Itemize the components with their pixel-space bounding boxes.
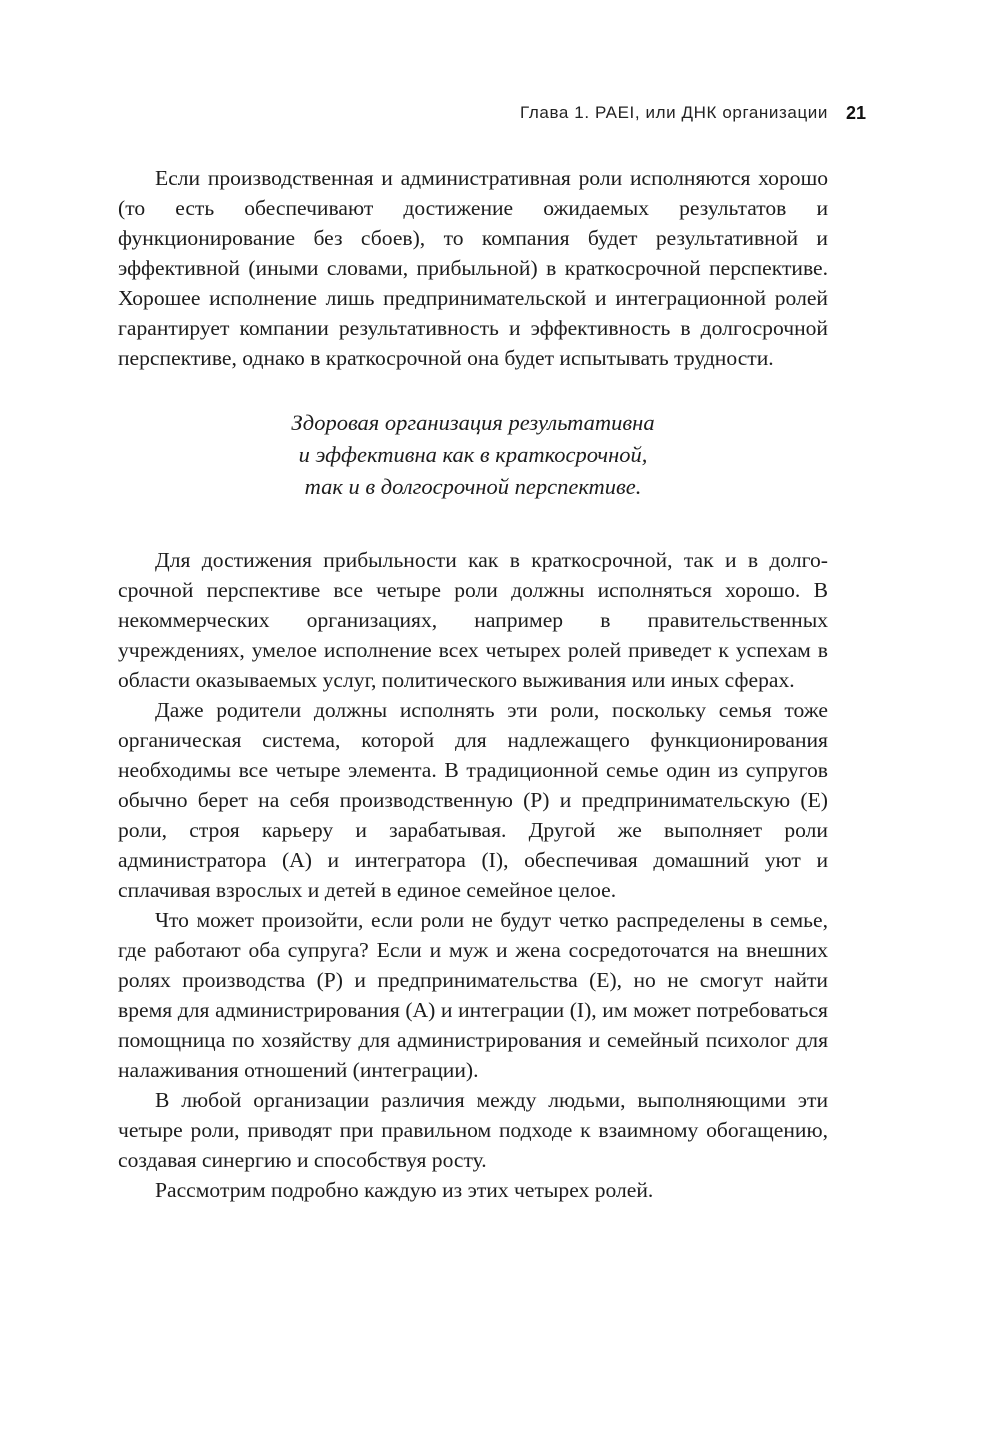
pull-quote — [118, 407, 828, 503]
paragraph-2: Для достижения прибыльности как в краткосрочной, так и в долгосрочной перспективе все четыре роли должны исполняться хорошо. В некоммерческих организациях, например в правительственных учреждениях, умелое исполнение всех четырех ролей приведет к успехам в области оказываемых услуг, политического выживания или иных сферах. — [118, 548, 828, 692]
paragraph-3: Даже родители должны исполнять эти роли, поскольку семья тоже органическая система, которой для надлежащего функционирования необходимы все четыре элемента. В традиционной семье один из супругов обычно берет на себя производственную (P) и предпринимательскую (E) роли, строя карьеру и зарабатывая. Другой же выполняет роли администратора (A) и интегратора (I), обеспечивая домашний уют и сплачивая взрослых и детей в единое семейное целое. — [118, 698, 828, 902]
paragraph-6: Рассмотрим подробно каждую из этих четырех ролей. — [155, 1178, 654, 1202]
paragraph-1: Если производственная и административная роли исполняются хорошо (то есть обеспечивают достижение ожидаемых результатов и функционирование без сбоев), то компания будет результативной и эффективной (иными словами, прибыльной) в краткосрочной перспективе. Хорошее исполнение лишь предпринимательской и интеграционной ролей гарантирует компании результативность и эффективность в долгосрочной перспективе, однако в краткосрочной она будет испытывать трудности. — [118, 166, 828, 370]
pull-quote-line-1: Здоровая организация результативна — [291, 410, 655, 435]
paragraph-4: Что может произойти, если роли не будут четко распределены в семье, где работают оба супруга? Если и муж и жена сосредоточатся на внешних ролях производства (P) и предпринимательства (E), но не смогут найти время для администрирования (A) и интеграции (I), им может потребоваться помощница по хозяйству для администрирования и семейный психолог для налаживания отношений (интеграции). — [118, 908, 828, 1082]
paragraph-5: В любой организации различия между людьми, выполняющими эти четыре роли, приводят при правильном подходе к взаимному обогащению, создавая синергию и способствуя росту. — [118, 1088, 828, 1172]
pull-quote-line-3: так и в долгосрочной перспективе. — [304, 474, 642, 499]
page-body — [118, 163, 828, 1205]
pull-quote-line-2: и эффективна как в краткосрочной, — [298, 442, 648, 467]
page-number: 21 — [846, 103, 867, 123]
running-head: Глава 1. PAEI, или ДНК организации — [520, 103, 828, 122]
